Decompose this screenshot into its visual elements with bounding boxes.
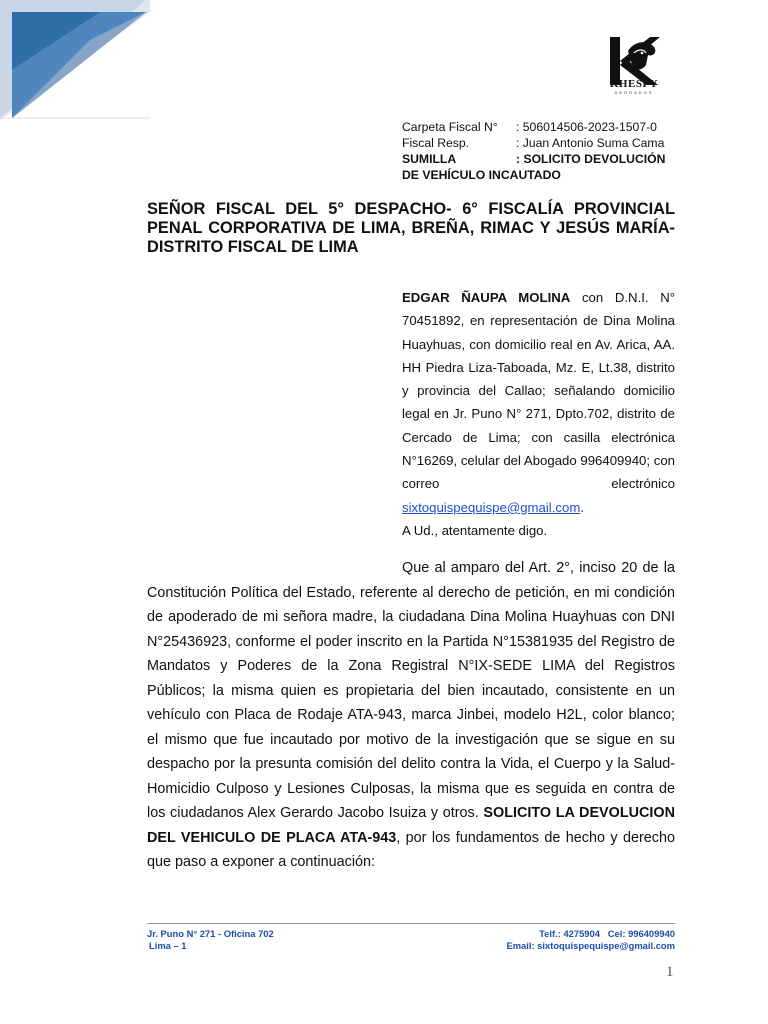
- sumilla-cont-text: DE VEHÍCULO INCAUTADO: [402, 168, 561, 182]
- footer-address: Jr. Puno N° 271 - Oficina 702: [147, 928, 274, 939]
- fiscal-label: Fiscal Resp.: [402, 136, 470, 150]
- page-number: 1: [666, 964, 674, 980]
- sumilla-row: [402, 151, 682, 167]
- footer-contact-block: [506, 928, 675, 952]
- logo-subtitle: ABOGADOS: [614, 90, 654, 95]
- logo-name: KHESPY: [609, 78, 659, 90]
- body-paragraph: [147, 556, 675, 875]
- intro-paragraph: [402, 286, 675, 542]
- intro-after-email: .: [580, 499, 584, 515]
- body-request: SOLICITO LA DEVOLUCION DEL VEHICULO DE PLACA ATA-943: [147, 805, 675, 846]
- corner-decoration: [0, 0, 150, 120]
- intro-text: con D.N.I. N° 70451892, en representación de Dina Molina Huayhuas, con domicilio real en Av. Arica, AA. HH Piedra Liza-Taboada, Mz. E, Lt.38, distrito y provincia del Callao; señalando domicilio legal en Jr. Puno N° 271, Dpto.702, distrito de Cercado de Lima; con casilla electrónica N°16269, celular del Abogado 996409940; con correo electrónico: [402, 290, 675, 492]
- footer-address-block: [147, 928, 274, 952]
- sumilla-value: : SOLICITO DEVOLUCIÓN: [516, 152, 666, 166]
- sumilla-label: SUMILLA: [402, 152, 457, 166]
- body-text-2: , por los fundamentos de hecho y derecho que paso a exponer a continuación:: [147, 829, 675, 870]
- case-metadata: [402, 119, 682, 183]
- email-link[interactable]: sixtoquispequispe@gmail.com: [402, 499, 581, 515]
- footer-city: Lima – 1: [149, 940, 187, 951]
- footer-phones: Telf.: 4275904 Cel: 996409940: [539, 928, 675, 939]
- footer-divider: [147, 923, 675, 924]
- petitioner-name: EDGAR ÑAUPA MOLINA: [402, 290, 571, 305]
- body-text-1: Que al amparo del Art. 2°, inciso 20 de la Constitución Política del Estado, referente al derecho de petición, en mi condición de apoderado de mi señora madre, la ciudadana Dina Molina Huayhuas con DNI N°25436923, conforme el poder inscrito en la Partida N°15381935 del Registro de Mandatos y Poderes de la Zona Registral N°IX-SEDE LIMA del Registros Públicos; la misma quien es propietaria del bien incautado, consistente en un vehículo con Placa de Rodaje ATA-943, marca Jinbei, modelo H2L, color blanco; el mismo que fue incautado por motivo de la investigación que se sigue en su despacho por la presunta comisión del delito contra la Vida, el Cuerpo y la Salud- Homicidio Culposo y Lesiones Culposas, la misma que es seguida en contra de los ciudadanos Alex Gerardo Jacobo Isuiza y otros.: [147, 560, 675, 821]
- intro-closing: A Ud., atentamente digo.: [402, 522, 548, 538]
- footer-email: Email: sixtoquispequispe@gmail.com: [506, 940, 675, 951]
- sumilla-continuation: [402, 167, 682, 183]
- carpeta-row: [402, 119, 682, 135]
- fiscal-value: : Juan Antonio Suma Cama: [516, 136, 665, 150]
- fiscal-row: [402, 135, 682, 151]
- carpeta-label: Carpeta Fiscal N°: [402, 120, 498, 134]
- carpeta-value: : 506014506-2023-1507-0: [516, 120, 657, 134]
- addressee-heading: SEÑOR FISCAL DEL 5° DESPACHO- 6° FISCALÍA PROVINCIAL PENAL CORPORATIVA DE LIMA, BREÑA, RIMAC Y JESÚS MARÍA- DISTRITO FISCAL DE LIMA: [147, 200, 675, 256]
